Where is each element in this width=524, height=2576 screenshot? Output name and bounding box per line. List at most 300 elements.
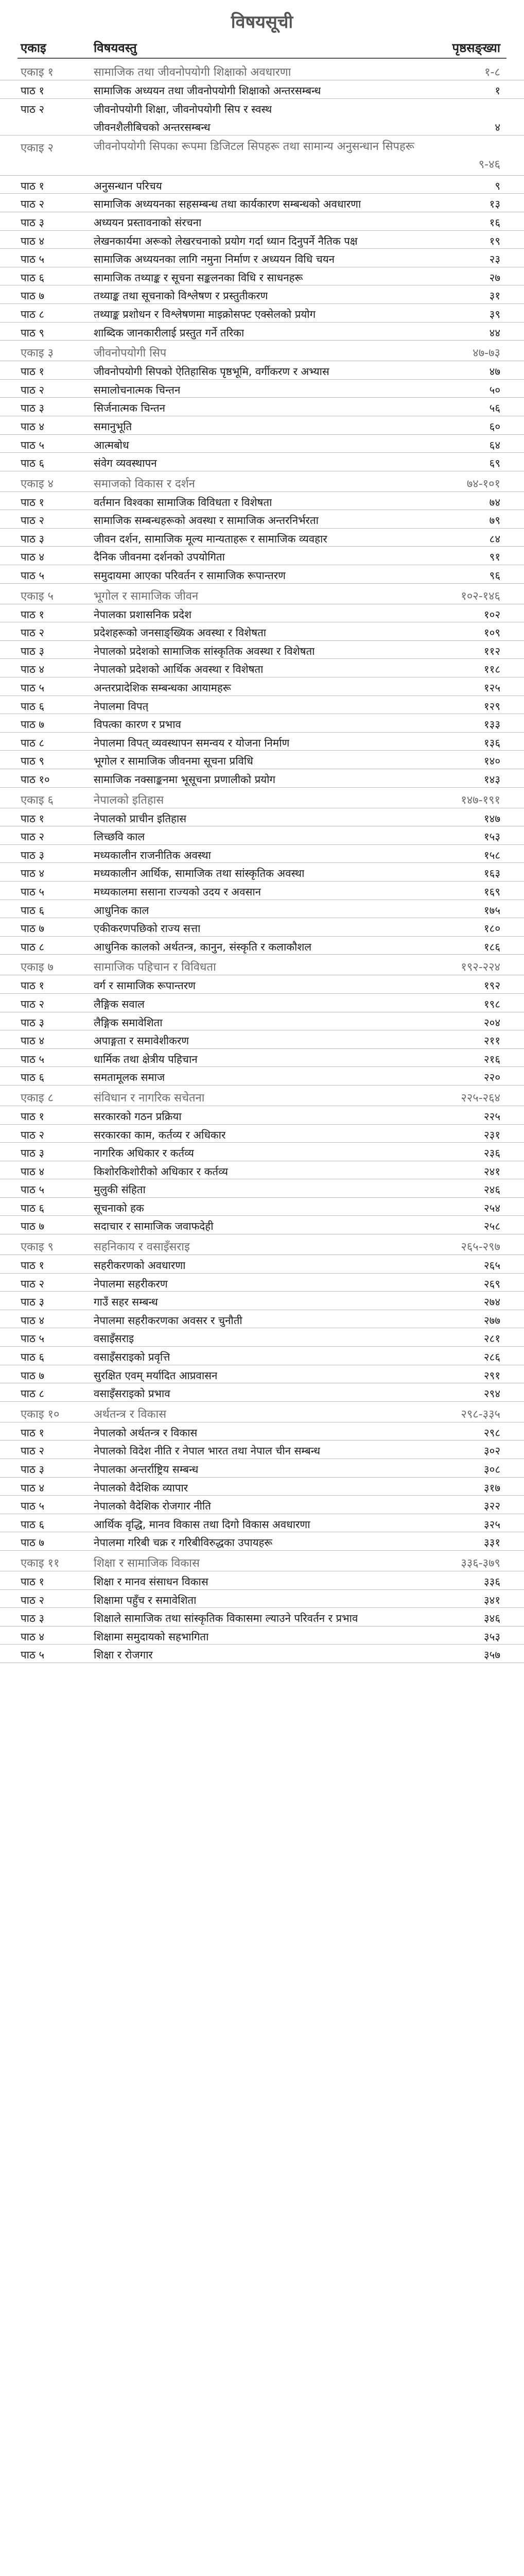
toc-page-number: २३ [489,253,500,266]
toc-page-number: २५४ [484,1201,500,1214]
toc-topic-title: नेपालको वैदेशिक व्यापार [94,1481,188,1494]
toc-unit-label: पाठ १ [21,1575,45,1588]
toc-lesson-row [0,1645,524,1663]
toc-page-number: ४ [495,121,500,134]
toc-page-number: ३५३ [484,1630,500,1643]
toc-unit-label: पाठ १ [21,1426,45,1439]
toc-page-number: १२९ [484,700,500,713]
toc-lesson-row [0,808,524,827]
toc-lesson-row [0,751,524,769]
toc-page-number: १६३ [484,867,500,880]
toc-unit-label: पाठ ४ [21,420,45,433]
toc-lesson-row [0,1292,524,1310]
toc-unit-label: पाठ ७ [21,922,45,935]
toc-page-number: १६ [489,216,500,229]
toc-unit-label: एकाइ ५ [21,589,54,603]
toc-unit-label: पाठ ५ [21,1183,45,1196]
toc-page-number: ९१ [489,551,500,564]
toc-lesson-row [0,453,524,471]
toc-unit-label: पाठ ७ [21,1369,45,1382]
toc-topic-title: नेपालको प्रदेशको आर्थिक अवस्था र विशेषता [94,663,264,676]
toc-topic-title: समाजको विकास र दर्शन [94,477,195,490]
toc-lesson-row [0,194,524,212]
toc-unit-label: पाठ ४ [21,1165,45,1178]
toc-lesson-row [0,565,524,584]
toc-unit-row [0,60,524,80]
toc-unit-row [0,788,524,808]
toc-lesson-row [0,696,524,715]
toc-unit-row [0,471,524,492]
toc-unit-row [0,1402,524,1422]
toc-topic-title: एकीकरणपछिको राज्य सत्ता [94,922,201,935]
page-title: विषयसूची [231,12,293,32]
toc-topic-title: आत्मबोध [94,438,129,451]
toc-unit-label: एकाइ २ [21,141,54,155]
toc-lesson-row [0,1514,524,1533]
toc-topic-title: वसाइँसराइ [94,1332,134,1345]
toc-page-number: १-८ [484,66,500,79]
toc-unit-label: पाठ १ [21,179,45,192]
toc-unit-row [0,955,524,975]
toc-page-number: १४७-१९१ [461,793,500,807]
toc-topic-title: अनुसन्धान परिचय [94,179,162,192]
toc-unit-label: पाठ ३ [21,1147,45,1160]
toc-unit-label: एकाइ ९ [21,1241,54,1254]
toc-unit-label: पाठ ६ [21,904,45,917]
toc-topic-title: विपत्का कारण र प्रभाव [94,718,181,731]
toc-page-number: ९ [495,179,500,192]
toc-page-number: १५३ [484,831,500,843]
toc-page-number: १०२ [484,608,500,621]
toc-topic-title: समुदायमा आएका परिवर्तन र सामाजिक रूपान्तरण [94,569,286,582]
toc-topic-title: अपाङ्गता र समावेशीकरण [94,1035,189,1047]
toc-unit-label: पाठ ६ [21,1351,45,1364]
toc-topic-title: सामाजिक पहिचान र विविधता [94,961,216,974]
toc-topic-title: नेपालको विदेश नीति र नेपाल भारत तथा नेपाल चीन सम्बन्ध [94,1445,321,1458]
toc-page-number: ३०२ [484,1445,500,1458]
toc-topic-title: मध्यकालीन राजनीतिक अवस्था [94,849,211,861]
toc-topic-title: मध्यकालीन आर्थिक, सामाजिक तथा सांस्कृतिक अवस्था [94,867,305,880]
toc-page-number: ५६ [489,402,500,415]
toc-page-number: १३ [489,198,500,211]
toc-page-number: ९-४६ [478,158,500,171]
toc-topic-title: नेपालका प्रशासनिक प्रदेश [94,608,192,621]
toc-topic-title: प्रदेशहरूको जनसाङ्ख्यिक अवस्था र विशेषता [94,626,267,639]
toc-topic-title: आधुनिक काल [94,904,149,917]
toc-unit-row [0,341,524,361]
toc-table-body [0,60,524,1663]
toc-unit-label: पाठ ३ [21,645,45,657]
toc-topic-title: सहनिकाय र वसाइँसराइ [94,1241,190,1254]
toc-unit-label: पाठ २ [21,1128,45,1141]
toc-unit-row [0,1086,524,1106]
toc-unit-label: पाठ १ [21,365,45,378]
toc-topic-title: सामाजिक अध्ययनका लागि नमुना निर्माण र अध्ययन विधि चयन [94,253,335,266]
toc-lesson-row [0,1383,524,1402]
toc-topic-title: नागरिक अधिकार र कर्तव्य [94,1147,194,1160]
toc-lesson-row [0,659,524,677]
toc-unit-label: पाठ ७ [21,290,45,302]
toc-page-number: १९२-२२४ [461,961,500,974]
toc-lesson-row [0,1310,524,1329]
toc-lesson-row [0,1478,524,1496]
toc-unit-label: पाठ २ [21,831,45,843]
toc-page-number: २८१ [484,1332,500,1345]
toc-page-number: २९८-३३५ [461,1408,500,1421]
toc-unit-label: पाठ १ [21,979,45,992]
toc-page-number: २७ [489,271,500,284]
toc-page-number: १३६ [484,736,500,749]
toc-topic-title: अर्थतन्त्र र विकास [94,1408,167,1421]
toc-unit-label: पाठ ८ [21,736,45,749]
toc-page-number: २२० [484,1071,500,1084]
toc-topic-title: मुलुकी संहिता [94,1183,146,1196]
toc-topic-title: नेपालका अन्तर्राष्ट्रिय सम्बन्ध [94,1463,199,1476]
toc-topic-title: नेपालको प्राचीन इतिहास [94,812,187,825]
toc-lesson-row [0,845,524,863]
toc-lesson-row [0,1125,524,1143]
toc-topic-title: भूगोल र सामाजिक जीवनमा सूचना प्रविधि [94,755,253,768]
toc-page-number: २९१ [484,1369,500,1382]
toc-topic-title: जीवनशैलीबिचको अन्तरसम्बन्ध [94,121,211,134]
toc-page-number: १३३ [484,718,500,731]
toc-lesson-row [0,212,524,231]
toc-topic-title: शिक्षाले सामाजिक तथा सांस्कृतिक विकासमा ल्याउने परिवर्तन र प्रभाव [94,1612,358,1625]
toc-unit-label: पाठ ३ [21,1296,45,1309]
table-header [0,33,524,58]
toc-lesson-row [0,1049,524,1067]
toc-unit-label: पाठ ५ [21,569,45,582]
toc-page-number: २४१ [484,1165,500,1178]
toc-page-number: ४७ [489,365,500,378]
toc-topic-title: नेपालको अर्थतन्त्र र विकास [94,1426,198,1439]
toc-page-number: २१६ [484,1053,500,1065]
toc-lesson-row [0,1422,524,1441]
toc-unit-label: पाठ ६ [21,457,45,470]
toc-lesson-row [0,1590,524,1608]
toc-page-number: १९८ [484,997,500,1010]
toc-topic-title: शिक्षा र सामाजिक विकास [94,1556,200,1570]
toc-topic-title: भूगोल र सामाजिक जीवन [94,589,199,603]
toc-unit-label: पाठ ४ [21,234,45,247]
toc-lesson-row [0,1274,524,1292]
toc-page-number: १४७ [484,812,500,825]
toc-topic-title: लैङ्गिक समावेशिता [94,1016,163,1029]
toc-lesson-row [0,1067,524,1086]
toc-unit-label: पाठ ६ [21,700,45,713]
toc-unit-label: पाठ ८ [21,1387,45,1400]
toc-unit-label: एकाइ १ [21,66,54,79]
toc-page-number: २११ [484,1035,500,1047]
toc-lesson-row [0,1532,524,1551]
toc-lesson-row [0,769,524,788]
toc-unit-label: पाठ ७ [21,718,45,731]
toc-unit-label: पाठ ५ [21,1332,45,1345]
toc-lesson-row [0,1347,524,1365]
toc-lesson-row [0,1143,524,1161]
toc-topic-title: नेपालमा सहरीकरण [94,1277,168,1290]
toc-topic-title: सामाजिक सम्बन्धहरूको अवस्था र सामाजिक अन्तरनिर्भरता [94,514,319,527]
toc-lesson-row [0,994,524,1012]
toc-lesson-row [0,1496,524,1514]
toc-unit-label: पाठ ५ [21,438,45,451]
toc-topic-title: समानुभूति [94,420,132,433]
toc-page-number: ७४-१०१ [466,477,500,490]
toc-page-number: ३९ [489,308,500,320]
toc-page-number: ३३१ [484,1536,500,1549]
toc-topic-title: जीवनोपयोगी शिक्षा, जीवनोपयोगी सिप र स्वस्थ [94,103,272,115]
toc-lesson-row [0,641,524,659]
toc-lesson-row [0,1459,524,1478]
toc-page-number: २२५ [484,1110,500,1123]
toc-lesson-row [0,1161,524,1180]
toc-topic-title: नेपालमा गरिबी चक्र र गरिबीविरुद्धका उपायहरू [94,1536,273,1549]
toc-topic-title: नेपालको इतिहास [94,793,164,807]
toc-unit-label: एकाइ ७ [21,961,54,974]
toc-topic-title: सिर्जनात्मक चिन्तन [94,402,166,415]
toc-lesson-row [0,416,524,435]
toc-unit-label: पाठ ३ [21,849,45,861]
toc-lesson-row [0,285,524,304]
toc-lesson-row [0,323,524,341]
toc-topic-title: लैङ्गिक सवाल [94,997,145,1010]
toc-page-number: ३५७ [484,1649,500,1662]
toc-topic-title: वर्ग र सामाजिक रूपान्तरण [94,979,196,992]
toc-unit-label: पाठ ३ [21,1016,45,1029]
toc-unit-label: पाठ ९ [21,755,45,768]
toc-unit-label: एकाइ ८ [21,1091,54,1105]
toc-topic-title: सुरक्षित एवम् मर्यादित आप्रवासन [94,1369,218,1382]
toc-unit-label: पाठ १ [21,1259,45,1272]
toc-lesson-row [0,492,524,511]
toc-page-number: २८६ [484,1351,500,1364]
toc-page-number: ६४ [489,438,500,451]
toc-unit-label: पाठ २ [21,997,45,1010]
toc-page-number: २५८ [484,1220,500,1233]
toc-lesson-row [0,117,524,135]
toc-page-number: ३३६ [484,1575,500,1588]
toc-unit-label: पाठ ३ [21,402,45,415]
toc-lesson-row [0,1571,524,1590]
toc-page-number: ११२ [484,645,500,657]
toc-page-number: १९ [489,234,500,247]
toc-unit-label: एकाइ ४ [21,477,54,490]
toc-lesson-row [0,1216,524,1234]
toc-topic-title: लिच्छवि काल [94,831,145,843]
toc-topic-title: नेपालको प्रदेशको सामाजिक सांस्कृतिक अवस्था र विशेषता [94,645,315,657]
toc-unit-label: पाठ २ [21,514,45,527]
toc-page-number: २७७ [484,1314,500,1327]
toc-lesson-row [0,1365,524,1384]
toc-lesson-row [0,547,524,565]
toc-page-number: २६९ [484,1277,500,1290]
toc-lesson-row [0,510,524,529]
toc-page-number: ८४ [489,532,500,545]
toc-unit-label: पाठ २ [21,1277,45,1290]
toc-unit-label: पाठ ८ [21,308,45,320]
toc-unit-label: पाठ २ [21,1594,45,1606]
toc-topic-title: आर्थिक वृद्धि, मानव विकास तथा दिगो विकास अवधारणा [94,1518,310,1531]
toc-unit-label: पाठ ४ [21,663,45,676]
toc-lesson-row [0,1030,524,1049]
toc-page-number: २३१ [484,1128,500,1141]
toc-topic-title: समालोचनात्मक चिन्तन [94,383,181,396]
toc-lesson-row [0,304,524,323]
header-pages: पृष्ठसङ्ख्या [452,41,500,55]
toc-unit-label: पाठ २ [21,383,45,396]
toc-unit-row [0,1551,524,1571]
toc-topic-title: वसाइँसराइको प्रभाव [94,1387,170,1400]
toc-page-number: ३१ [489,290,500,302]
toc-unit-label: पाठ १ [21,496,45,509]
toc-topic-title: संवेग व्यवस्थापन [94,457,157,470]
toc-unit-label: एकाइ ३ [21,347,54,360]
toc-lesson-row [0,231,524,249]
toc-page-number: १६९ [484,885,500,898]
toc-page-number: ११८ [484,663,500,676]
toc-unit-row [0,135,524,176]
toc-unit-label: पाठ ३ [21,216,45,229]
toc-page-number: ३४६ [484,1612,500,1625]
toc-topic-title: शाब्दिक जानकारीलाई प्रस्तुत गर्ने तरिका [94,326,244,339]
toc-page-number: २२५-२६४ [461,1091,500,1105]
toc-page-number: २६५ [484,1259,500,1272]
toc-unit-label: पाठ ६ [21,1201,45,1214]
toc-page-number: २३६ [484,1147,500,1160]
toc-topic-title: जीवन दर्शन, सामाजिक मूल्य मान्यताहरू र सामाजिक व्यवहार [94,532,327,545]
toc-lesson-row [0,1626,524,1645]
toc-topic-title: सामाजिक अध्ययनका सहसम्बन्ध तथा कार्यकारण सम्बन्धको अवधारणा [94,198,361,211]
toc-topic-title: तथ्याङ्क प्रशोधन र विश्लेषणमा माइक्रोसफ्ट एक्सेलको प्रयोग [94,308,316,320]
toc-topic-title: वसाइँसराइको प्रवृत्ति [94,1351,170,1364]
toc-page-number: १४३ [484,773,500,786]
toc-lesson-row [0,267,524,286]
toc-page-number: ३२२ [484,1500,500,1513]
toc-page-number: १०२-१४६ [461,589,500,603]
toc-topic-title: नेपालको वैदेशिक रोजगार नीति [94,1500,211,1513]
toc-topic-title: समतामूलक समाज [94,1071,165,1084]
toc-topic-title: नेपालमा विपत् [94,700,149,713]
toc-unit-label: पाठ ५ [21,1500,45,1513]
toc-unit-label: पाठ १० [21,773,50,786]
toc-unit-label: पाठ ६ [21,271,45,284]
toc-topic-title: लेखनकार्यमा अरूको लेखरचनाको प्रयोग गर्दा ध्यान दिनुपर्ने नैतिक पक्ष [94,234,358,247]
toc-unit-label: पाठ ६ [21,1071,45,1084]
toc-lesson-row [0,435,524,453]
toc-topic-title: गाउँ सहर सम्बन्ध [94,1296,158,1309]
toc-page-number: १४० [484,755,500,768]
toc-unit-label: पाठ ४ [21,867,45,880]
toc-unit-label: पाठ २ [21,103,45,115]
toc-topic-title: सहरीकरणको अवधारणा [94,1259,186,1272]
toc-unit-label: पाठ १ [21,1110,45,1123]
toc-lesson-row [0,937,524,955]
toc-unit-label: पाठ २ [21,198,45,211]
toc-lesson-row [0,882,524,900]
header-unit: एकाइ [21,41,46,55]
toc-lesson-row [0,80,524,99]
toc-lesson-row [0,398,524,416]
toc-lesson-row [0,176,524,194]
toc-topic-title: अध्ययन प्रस्तावनाको संरचना [94,216,202,229]
toc-lesson-row [0,1012,524,1031]
toc-page-number: २४६ [484,1183,500,1196]
toc-page-number: ४७-७३ [473,347,500,360]
toc-lesson-row [0,529,524,547]
toc-page-number: १७५ [484,904,500,917]
toc-unit-label: एकाइ १० [21,1408,60,1421]
toc-topic-title: जीवनोपयोगी सिपको ऐतिहासिक पृष्ठभूमि, वर्गीकरण र अभ्यास [94,365,329,378]
toc-topic-title: शिक्षामा समुदायको सहभागिता [94,1630,209,1643]
toc-unit-label: पाठ १ [21,608,45,621]
toc-unit-label: पाठ ५ [21,885,45,898]
toc-page-number: १५८ [484,849,500,861]
toc-lesson-row [0,361,524,380]
toc-lesson-row [0,918,524,937]
toc-topic-title: जीवनोपयोगी सिप [94,347,167,360]
toc-lesson-row [0,1608,524,1626]
header-topic: विषयवस्तु [94,41,137,55]
toc-topic-title: सामाजिक नक्साङ्कनमा भूसूचना प्रणालीको प्रयोग [94,773,276,786]
toc-unit-label: पाठ २ [21,1445,45,1458]
toc-page-number: ३१७ [484,1481,500,1494]
toc-lesson-row [0,1440,524,1459]
toc-topic-title: सरकारका काम, कर्तव्य र अधिकार [94,1128,226,1141]
toc-lesson-row [0,604,524,623]
toc-unit-label: पाठ ४ [21,551,45,564]
toc-topic-title: आधुनिक कालको अर्थतन्त्र, कानुन, संस्कृति र कलाकौशल [94,940,312,953]
toc-topic-title: सूचनाको हक [94,1201,144,1214]
toc-page-number: १९२ [484,979,500,992]
toc-lesson-row [0,1179,524,1198]
toc-page-number: ६९ [489,457,500,470]
toc-topic-title: तथ्याङ्क तथा सूचनाको विश्लेषण र प्रस्तुतीकरण [94,290,268,302]
header-divider [18,58,506,59]
toc-topic-title: धार्मिक तथा क्षेत्रीय पहिचान [94,1053,198,1065]
toc-page-number: ६० [489,420,500,433]
toc-unit-label: पाठ ५ [21,682,45,694]
toc-topic-title: सामाजिक तथ्याङ्क र सूचना सङ्कलनका विधि र साधनहरू [94,271,303,284]
toc-page-number: २०४ [484,1016,500,1029]
toc-lesson-row [0,714,524,733]
toc-lesson-row [0,975,524,994]
toc-unit-label: पाठ ४ [21,1314,45,1327]
toc-unit-label: पाठ ५ [21,253,45,266]
toc-topic-title: सरकारको गठन प्रक्रिया [94,1110,182,1123]
toc-lesson-row [0,1198,524,1216]
toc-lesson-row [0,733,524,751]
toc-page-number: ३४१ [484,1594,500,1606]
toc-page-number: १२५ [484,682,500,694]
toc-topic-title: सामाजिक तथा जीवनोपयोगी शिक्षाको अवधारणा [94,66,291,79]
toc-page-number: २९४ [484,1387,500,1400]
toc-unit-label: पाठ ३ [21,1612,45,1625]
toc-lesson-row [0,826,524,845]
toc-unit-label: एकाइ ११ [21,1556,60,1570]
toc-page-number: १८० [484,922,500,935]
toc-unit-label: पाठ ६ [21,1518,45,1531]
toc-lesson-row [0,677,524,696]
toc-topic-title: शिक्षा र रोजगार [94,1649,153,1662]
toc-topic-title: दैनिक जीवनमा दर्शनको उपयोगिता [94,551,225,564]
toc-unit-label: पाठ ४ [21,1035,45,1047]
toc-topic-title: अन्तरप्रादेशिक सम्बन्धका आयामहरू [94,682,231,694]
toc-lesson-row [0,900,524,919]
toc-topic-title: नेपालमा विपत् व्यवस्थापन समन्वय र योजना निर्माण [94,736,290,749]
toc-unit-label: पाठ ८ [21,940,45,953]
toc-lesson-row [0,1255,524,1274]
toc-topic-title: सदाचार र सामाजिक जवाफदेही [94,1220,214,1233]
